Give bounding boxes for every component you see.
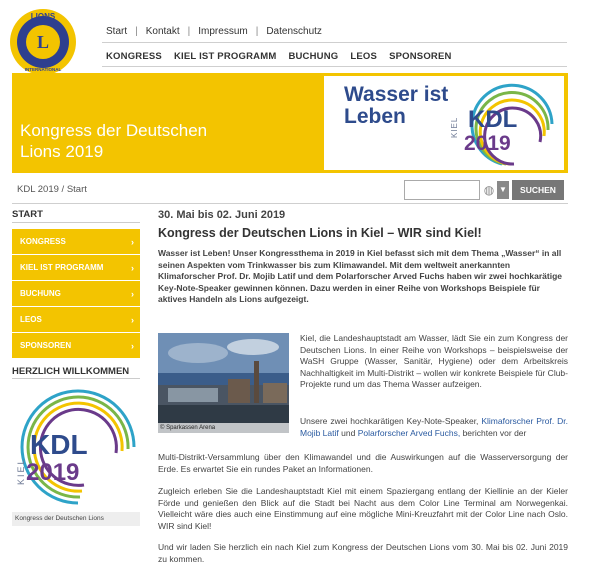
- separator: |: [135, 26, 138, 37]
- sidebar-item-leos[interactable]: [12, 307, 140, 333]
- sidebar-item-label: SPONSOREN: [20, 341, 72, 350]
- main-nav: [106, 51, 464, 62]
- link-arved-fuchs[interactable]: Polarforscher Arved Fuchs,: [357, 427, 461, 438]
- arena-photo[interactable]: [158, 333, 289, 433]
- main-nav-leos[interactable]: LEOS: [350, 51, 378, 62]
- chevron-right-icon: ›: [131, 237, 134, 247]
- event-date: 30. Mai bis 02. Juni 2019: [158, 209, 286, 221]
- breadcrumb-bar: [12, 180, 568, 200]
- hero-banner: [12, 73, 568, 173]
- banner-motto: [344, 84, 448, 128]
- banner-motto-line2: Leben: [344, 105, 406, 128]
- banner-motto-card: [324, 76, 564, 170]
- divider: [102, 66, 567, 67]
- lions-logo[interactable]: [9, 8, 77, 76]
- top-nav-datenschutz[interactable]: Datenschutz: [266, 26, 322, 37]
- top-nav-start[interactable]: Start: [106, 26, 128, 37]
- chevron-right-icon: ›: [131, 341, 134, 351]
- sidebar-item-buchung[interactable]: [12, 281, 140, 307]
- top-nav-kontakt[interactable]: Kontakt: [145, 26, 180, 37]
- paragraph-speakers-cont: Multi-Distrikt-Versammlung über den Klimawandel und die Auswirkungen auf die Wasserversorgung der Erde. Es erwartet Sie ein rundes Paket an Informationen.: [158, 452, 568, 474]
- separator: |: [255, 26, 259, 37]
- photo-caption: © Sparkassen Arena: [158, 423, 289, 433]
- chevron-right-icon: ›: [131, 263, 134, 273]
- divider: [12, 378, 140, 379]
- banner-motto-line1: Wasser ist: [344, 83, 449, 106]
- separator: |: [187, 26, 191, 37]
- divider: [12, 203, 568, 204]
- sidebar-menu: [12, 229, 140, 359]
- speakers-text: berichten vor der: [462, 427, 527, 438]
- paragraph-invitation: Und wir laden Sie herzlich ein nach Kiel zum Kongress der Deutschen Lions vom 30. Mai bis 02. Juni 2019 zu kommen.: [158, 542, 568, 564]
- page-title: Kongress der Deutschen Lions in Kiel – WIR sind Kiel!: [158, 226, 482, 240]
- divider: [12, 222, 140, 223]
- sidebar-item-label: LEOS: [20, 315, 42, 324]
- banner-title-line1: Kongress der Deutschen: [20, 121, 208, 140]
- main-nav-kongress[interactable]: KONGRESS: [106, 51, 162, 62]
- paragraph-welcome: Kiel, die Landeshauptstadt am Wasser, lädt Sie ein zum Kongress der Deutschen Lions. In einer Reihe von Workshops – beispielsweise der WaSH Gruppe (Wasser, Sanitär, Hygiene) oder dem Arbeitskreis Nachhaltigkeit im Multi-Distrikt – wollen wir konkrete Beispiele für Club-Projekte rund um das Thema Wasser aufzeigen.: [300, 333, 568, 389]
- sidebar-item-label: KIEL IST PROGRAMM: [20, 263, 104, 272]
- kdl-logo-caption: Kongress der Deutschen Lions: [12, 512, 140, 526]
- banner-title-line2: Lions 2019: [20, 142, 104, 161]
- banner-kdl: KDL: [468, 106, 518, 133]
- chevron-down-icon[interactable]: ▼: [497, 181, 509, 199]
- paragraph-speakers: [300, 416, 568, 439]
- main-nav-buchung[interactable]: BUCHUNG: [288, 51, 339, 62]
- logo-word-top: LIONS: [30, 12, 56, 21]
- globe-icon[interactable]: ◍: [483, 183, 495, 197]
- search-button[interactable]: SUCHEN: [512, 180, 564, 200]
- breadcrumb[interactable]: KDL 2019 / Start: [17, 184, 87, 195]
- sidebar-item-kiel-ist-programm[interactable]: [12, 255, 140, 281]
- intro-text: Wasser ist Leben! Unser Kongressthema in 2019 in Kiel befasst sich mit dem Thema „Wasser“ in all seinen Aspekten vom Trinkwasser bis zum Klimawandel. Mit dem weltweit anerkannten Klimaforscher Prof. Dr. Mojib Latif und dem Polarforscher Arved Fuchs haben wir zwei hochkarätige Key-Note-Speaker gewinnen können. Dazu werden in einer Reihe von Workshops Beispiele für aktives Handeln als Lions aufgezeigt.: [158, 248, 562, 304]
- top-nav: [106, 26, 322, 37]
- main-nav-sponsoren[interactable]: SPONSOREN: [389, 51, 452, 62]
- main-nav-kiel-ist-programm[interactable]: KIEL IST PROGRAMM: [173, 51, 277, 62]
- banner-kiel-label: KIEL: [450, 116, 459, 138]
- chevron-right-icon: ›: [131, 289, 134, 299]
- paragraph-city: Zugleich erleben Sie die Landeshauptstadt Kiel mit einem Spaziergang entlang der Kiellinie an der Kieler Förde und genießen den Blick auf die Stadt bei Nacht aus dem Color Line Terminal am Norwegenkai. Vielleicht wäre dies auch eine Einstimmung auf eine mögliche Mini-Kreuzfahrt mit der Color Line nach Oslo. WIR sind Kiel!: [158, 486, 568, 531]
- kdl-logo-text: KDL: [30, 429, 88, 460]
- top-nav-impressum[interactable]: Impressum: [198, 26, 248, 37]
- search-input[interactable]: [404, 180, 480, 200]
- sidebar-item-kongress[interactable]: [12, 229, 140, 255]
- banner-year: 2019: [464, 132, 511, 155]
- banner-title: [20, 120, 207, 162]
- sidebar-item-sponsoren[interactable]: [12, 333, 140, 359]
- kdl-logo-kiel: KIEL: [16, 457, 26, 485]
- link-mojib-latif[interactable]: Klimaforscher Prof. Dr. Mojib Latif: [300, 416, 568, 438]
- logo-word-bottom: INTERNATIONAL: [24, 67, 62, 72]
- kdl-logo-year: 2019: [26, 459, 80, 486]
- sidebar-item-label: KONGRESS: [20, 237, 66, 246]
- main-content: [158, 209, 568, 306]
- sidebar-welcome-heading: HERZLICH WILLKOMMEN: [12, 366, 130, 377]
- chevron-right-icon: ›: [131, 315, 134, 325]
- speakers-text: und: [341, 427, 356, 438]
- speakers-text: Unsere zwei hochkarätigen Key-Note-Speaker,: [300, 416, 479, 426]
- divider: [102, 42, 567, 43]
- sidebar-heading[interactable]: START: [12, 209, 43, 220]
- sidebar-item-label: BUCHUNG: [20, 289, 61, 298]
- kdl-logo[interactable]: [12, 381, 140, 511]
- logo-letter: L: [36, 32, 50, 52]
